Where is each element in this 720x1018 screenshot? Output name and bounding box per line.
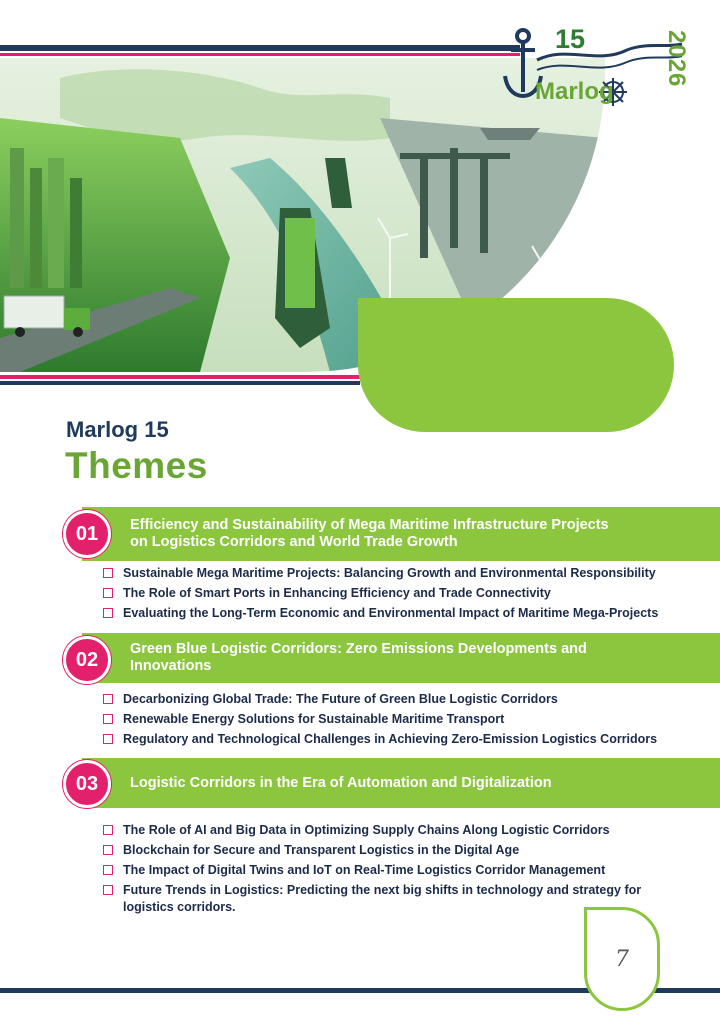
checkbox-bullet-icon <box>103 694 113 704</box>
checkbox-bullet-icon <box>103 865 113 875</box>
theme-1-title-line2: on Logistics Corridors and World Trade Growth <box>130 534 458 550</box>
theme-2-items <box>103 689 703 749</box>
list-item: Future Trends in Logistics: Predicting the next big shifts in technology and strategy for logistics corridors. <box>103 880 703 916</box>
top-accent-stripe <box>0 53 520 56</box>
page-title: Themes <box>65 445 208 486</box>
logo-year: 2026 <box>663 30 690 88</box>
hero-stripe <box>0 381 360 385</box>
checkbox-bullet-icon <box>103 825 113 835</box>
list-item: Regulatory and Technological Challenges in Achieving Zero-Emission Logistics Corridors <box>103 729 703 749</box>
list-item: The Impact of Digital Twins and IoT on Real-Time Logistics Corridor Management <box>103 860 703 880</box>
list-item: The Role of AI and Big Data in Optimizing Supply Chains Along Logistic Corridors <box>103 820 703 840</box>
list-item: Decarbonizing Global Trade: The Future of Green Blue Logistic Corridors <box>103 689 703 709</box>
theme-3-number-badge: 03 <box>63 760 111 808</box>
list-item: The Role of Smart Ports in Enhancing Efficiency and Trade Connectivity <box>103 583 703 603</box>
theme-3-items <box>103 820 703 916</box>
page-number: 7 <box>615 946 629 972</box>
theme-2-header <box>82 633 720 683</box>
checkbox-bullet-icon <box>103 845 113 855</box>
list-item: Renewable Energy Solutions for Sustainable Maritime Transport <box>103 709 703 729</box>
theme-3-header <box>82 758 720 808</box>
checkbox-bullet-icon <box>103 714 113 724</box>
page-number-badge <box>584 907 660 1011</box>
theme-1-header <box>82 507 720 561</box>
theme-1-number-badge: 01 <box>63 510 111 558</box>
logo-wordmark: Marlog <box>535 78 614 105</box>
hero-accent-stripe <box>0 375 360 379</box>
checkbox-bullet-icon <box>103 588 113 598</box>
page-eyebrow: Marlog 15 <box>66 417 169 442</box>
theme-3-title-line1: Logistic Corridors in the Era of Automation and Digitalization <box>130 774 552 791</box>
theme-2-title-line1: Green Blue Logistic Corridors: Zero Emissions Developments and <box>130 641 587 657</box>
list-item: Evaluating the Long-Term Economic and Environmental Impact of Maritime Mega-Projects <box>103 603 703 623</box>
theme-2-title-line2: Innovations <box>130 658 212 674</box>
checkbox-bullet-icon <box>103 885 113 895</box>
theme-2-number-badge: 02 <box>63 636 111 684</box>
checkbox-bullet-icon <box>103 568 113 578</box>
list-item: Blockchain for Secure and Transparent Logistics in the Digital Age <box>103 840 703 860</box>
list-item: Sustainable Mega Maritime Projects: Balancing Growth and Environmental Responsibility <box>103 563 703 583</box>
logo-edition-number: 15 <box>555 24 586 54</box>
checkbox-bullet-icon <box>103 734 113 744</box>
theme-1-items <box>103 563 703 623</box>
green-accent-shape <box>358 298 674 432</box>
theme-1-title-line1: Efficiency and Sustainability of Mega Maritime Infrastructure Projects <box>130 517 609 533</box>
top-stripe <box>0 45 520 51</box>
checkbox-bullet-icon <box>103 608 113 618</box>
